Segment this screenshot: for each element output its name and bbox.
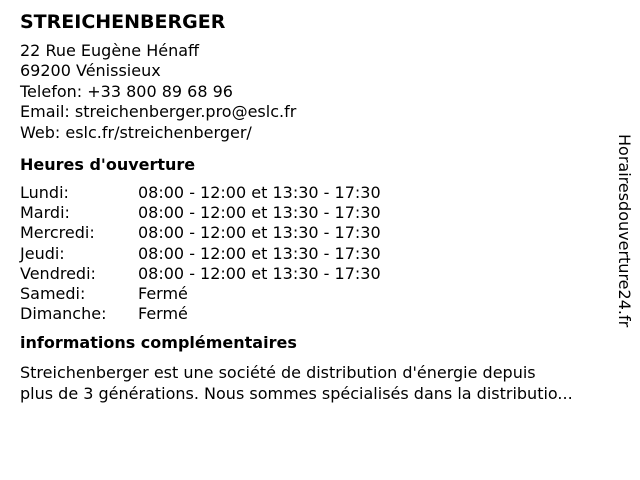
email-line: Email: streichenberger.pro@eslc.fr bbox=[20, 102, 297, 122]
hours-time: Fermé bbox=[138, 284, 188, 304]
hours-day: Samedi: bbox=[20, 284, 86, 304]
info-description-line: Streichenberger est une société de distribution d'énergie depuis bbox=[20, 363, 536, 383]
hours-time: 08:00 - 12:00 et 13:30 - 17:30 bbox=[138, 243, 381, 263]
hours-day: Jeudi: bbox=[20, 243, 65, 263]
hours-time: 08:00 - 12:00 et 13:30 - 17:30 bbox=[138, 263, 381, 283]
hours-day: Dimanche: bbox=[20, 304, 107, 324]
hours-row-thursday bbox=[20, 244, 610, 264]
hours-row-friday bbox=[20, 264, 610, 284]
hours-time: 08:00 - 12:00 et 13:30 - 17:30 bbox=[138, 223, 381, 243]
business-card bbox=[20, 10, 610, 404]
hours-row-wednesday bbox=[20, 223, 610, 243]
hours-time: 08:00 - 12:00 et 13:30 - 17:30 bbox=[138, 203, 381, 223]
info-description bbox=[20, 363, 620, 404]
info-heading: informations complémentaires bbox=[20, 333, 297, 353]
hours-heading: Heures d'ouverture bbox=[20, 155, 196, 175]
hours-day: Lundi: bbox=[20, 183, 69, 203]
hours-row-tuesday bbox=[20, 203, 610, 223]
hours-day: Mercredi: bbox=[20, 223, 95, 243]
hours-time: 08:00 - 12:00 et 13:30 - 17:30 bbox=[138, 183, 381, 203]
hours-row-sunday bbox=[20, 304, 610, 324]
hours-row-saturday bbox=[20, 284, 610, 304]
business-name: STREICHENBERGER bbox=[20, 11, 226, 33]
address-line-city: 69200 Vénissieux bbox=[20, 61, 161, 81]
hours-day: Vendredi: bbox=[20, 263, 96, 283]
info-description-line: plus de 3 générations. Nous sommes spécialisés dans la distributio... bbox=[20, 383, 573, 403]
web-line: Web: eslc.fr/streichenberger/ bbox=[20, 122, 252, 142]
hours-table bbox=[20, 183, 610, 324]
hours-day: Mardi: bbox=[20, 203, 70, 223]
address-line-street: 22 Rue Eugène Hénaff bbox=[20, 41, 200, 60]
watermark-text: Horairesdouverture24.fr bbox=[615, 134, 634, 328]
hours-time: Fermé bbox=[138, 304, 188, 324]
phone-line: Telefon: +33 800 89 68 96 bbox=[20, 81, 233, 101]
hours-row-monday bbox=[20, 183, 610, 203]
